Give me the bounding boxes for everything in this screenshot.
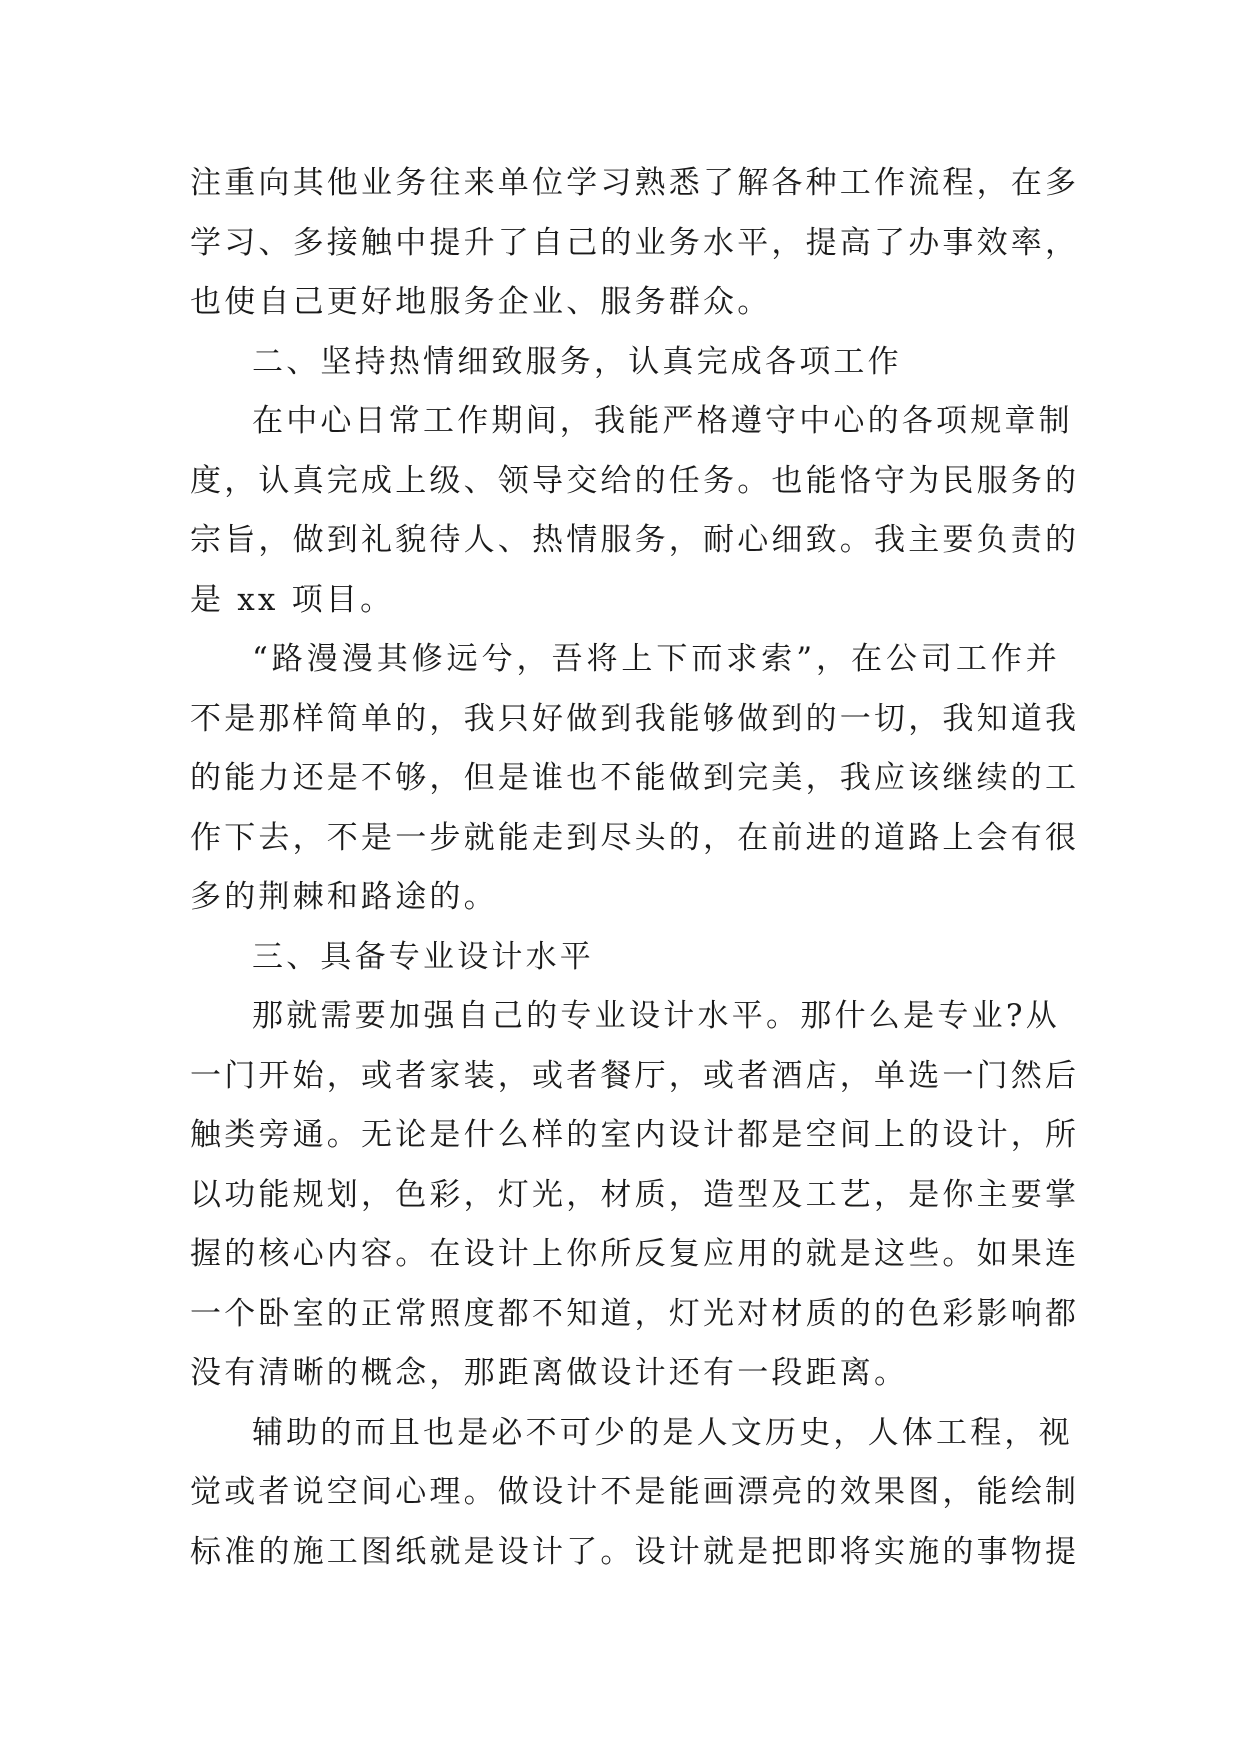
text-line: 作下去，不是一步就能走到尽头的，在前进的道路上会有很 <box>190 819 1080 856</box>
text-line: 一个卧室的正常照度都不知道，灯光对材质的的色彩影响都 <box>190 1295 1080 1332</box>
paragraph-continuation <box>190 154 1080 333</box>
text-line: 的能力还是不够，但是谁也不能做到完美，我应该继续的工 <box>190 760 1080 796</box>
text-line: 宗旨，做到礼貌待人、热情服务，耐心细致。我主要负责的 <box>190 522 1080 558</box>
text-line: 没有清晰的概念，那距离做设计还有一段距离。 <box>190 1355 909 1391</box>
text-line: 握的核心内容。在设计上你所反复应用的就是这些。如果连 <box>190 1236 1080 1272</box>
text-line: 一门开始，或者家装，或者餐厅，或者酒店，单选一门然后 <box>190 1057 1080 1094</box>
text-line: “路漫漫其修远兮，吾将上下而求索”，在公司工作并 <box>252 641 1060 677</box>
text-line: 度，认真完成上级、领导交给的任务。也能恪守为民服务的 <box>190 462 1080 499</box>
text-line: 在中心日常工作期间，我能严格遵守中心的各项规章制 <box>252 403 1073 439</box>
heading-text: 三、具备专业设计水平 <box>252 938 594 975</box>
text-line: 那就需要加强自己的专业设计水平。那什么是专业?从 <box>252 998 1060 1034</box>
paragraph-design-level <box>190 987 1080 1404</box>
text-line: 也使自己更好地服务企业、服务群众。 <box>190 284 772 320</box>
text-line: 学习、多接触中提升了自己的业务水平，提高了办事效率， <box>190 224 1080 261</box>
text-line: 多的荆棘和路途的。 <box>190 879 498 915</box>
section-heading-2 <box>190 333 1060 393</box>
section-heading-3 <box>190 928 1060 988</box>
text-line: 以功能规划，色彩，灯光，材质，造型及工艺，是你主要掌 <box>190 1176 1080 1213</box>
paragraph-quote <box>190 630 1080 928</box>
document-body <box>190 154 1080 1582</box>
text-line: 觉或者说空间心理。做设计不是能画漂亮的效果图，能绘制 <box>190 1474 1080 1510</box>
text-line: 是 xx 项目。 <box>190 581 395 618</box>
text-line: 不是那样简单的，我只好做到我能够做到的一切，我知道我 <box>190 700 1080 737</box>
text-line: 注重向其他业务往来单位学习熟悉了解各种工作流程，在多 <box>190 165 1080 201</box>
paragraph-auxiliary <box>190 1404 1080 1583</box>
paragraph-service <box>190 392 1080 630</box>
text-line: 标准的施工图纸就是设计了。设计就是把即将实施的事物提 <box>190 1533 1080 1570</box>
text-line: 触类旁通。无论是什么样的室内设计都是空间上的设计，所 <box>190 1117 1080 1153</box>
heading-text: 二、坚持热情细致服务，认真完成各项工作 <box>252 343 902 380</box>
text-line: 辅助的而且也是必不可少的是人文历史，人体工程，视 <box>252 1414 1073 1451</box>
